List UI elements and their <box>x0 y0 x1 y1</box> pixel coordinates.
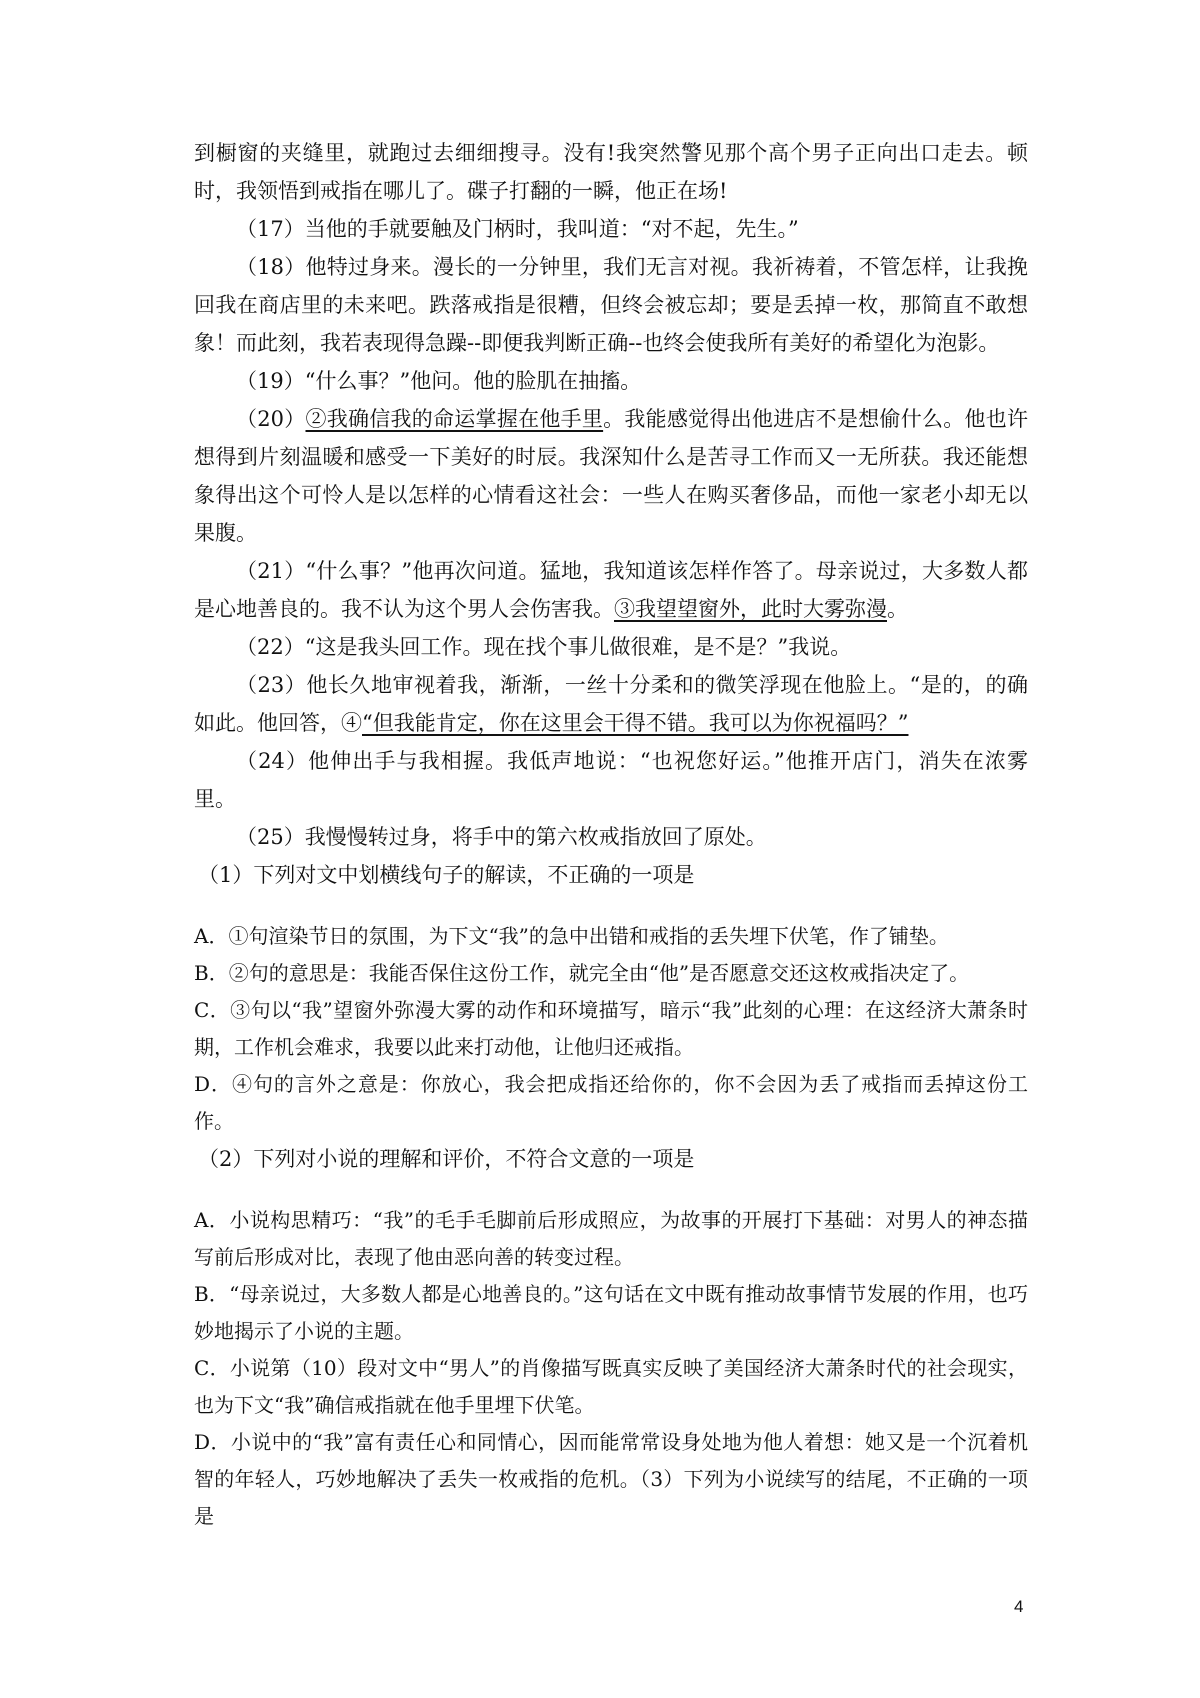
paragraph-23 <box>194 666 1028 742</box>
paragraph-20-body: 。我能感觉得出他进店不是想偷什么。他也许想得到片刻温暖和感受一下美好的时辰。我深知什么是苦寻工作而又一无所获。我还能想象得出这个可怜人是以怎样的心情看这社会：一些人在购买奢侈品，而他一家老小却无以果腹。 <box>194 407 1028 545</box>
question-2-option-c: C．小说第（10）段对文中“男人”的肖像描写既真实反映了美国经济大萧条时代的社会现实，也为下文“我”确信戒指就在他手里埋下伏笔。 <box>194 1356 1028 1417</box>
paragraph-20 <box>194 400 1028 552</box>
question-1-option-a: A．①句渲染节日的氛围，为下文“我”的急中出错和戒指的丢失埋下伏笔，作了铺垫。 <box>194 924 949 948</box>
spacer <box>194 894 1028 918</box>
paragraph-25: （25）我慢慢转过身，将手中的第六枚戒指放回了原处。 <box>236 825 767 849</box>
paragraph-16-continued: 到橱窗的夹缝里，就跑过去细细搜寻。没有!我突然警见那个高个男子正向出口走去。顿时，我领悟到戒指在哪儿了。碟子打翻的一瞬，他正在场! <box>194 141 1028 203</box>
spacer <box>194 1178 1028 1202</box>
paragraph-17: （17）当他的手就要触及门柄时，我叫道：“对不起，先生。” <box>236 217 799 241</box>
page-number: 4 <box>1014 1597 1024 1616</box>
question-1-option-c: C．③句以“我”望窗外弥漫大雾的动作和环境描写，暗示“我”此刻的心理：在这经济大萧条时期，工作机会难求，我要以此来打动他，让他归还戒指。 <box>194 998 1028 1059</box>
paragraph-20-number: （20） <box>236 407 306 431</box>
question-1-option-d: D．④句的言外之意是：你放心，我会把成指还给你的，你不会因为丢了戒指而丢掉这份工作。 <box>194 1072 1028 1133</box>
question-2-stem: （2）下列对小说的理解和评价，不符合文意的一项是 <box>198 1147 695 1171</box>
paragraph-24: （24）他伸出手与我相握。我低声地说：“也祝您好运。”他推开店门，消失在浓雾里。 <box>194 749 1028 811</box>
paragraph-21-end: 。 <box>887 597 908 621</box>
question-2-option-d: D．小说中的“我”富有责任心和同情心，因而能常常设身处地为他人着想：她又是一个沉着机智的年轻人，巧妙地解决了丢失一枚戒指的危机。（3）下列为小说续写的结尾，不正确的一项是 <box>194 1430 1028 1528</box>
question-2-option-b: B．“母亲说过，大多数人都是心地善良的。”这句话在文中既有推动故事情节发展的作用，也巧妙地揭示了小说的主题。 <box>194 1282 1028 1343</box>
paragraph-18: （18）他特过身来。漫长的一分钟里，我们无言对视。我祈祷着，不管怎样，让我挽回我在商店里的未来吧。跌落戒指是很糟，但终会被忘却；要是丢掉一枚，那简直不敢想象！而此刻，我若表现得急躁--即便我判断正确--也终会使我所有美好的希望化为泡影。 <box>194 255 1028 355</box>
underlined-sentence-2: ②我确信我的命运掌握在他手里 <box>305 407 604 431</box>
paragraph-21 <box>194 552 1028 628</box>
passage-text <box>194 134 1028 1535</box>
paragraph-19: （19）“什么事？”他问。他的脸肌在抽搐。 <box>236 369 642 393</box>
paragraph-21-body: （21）“什么事？”他再次问道。猛地，我知道该怎样作答了。母亲说过，大多数人都是心地善良的。我不认为这个男人会伤害我。 <box>194 559 1028 621</box>
question-2-option-a: A．小说构思精巧：“我”的毛手毛脚前后形成照应，为故事的开展打下基础：对男人的神态描写前后形成对比，表现了他由恶向善的转变过程。 <box>194 1208 1028 1269</box>
question-1-stem: （1）下列对文中划横线句子的解读，不正确的一项是 <box>198 863 695 887</box>
paragraph-22: （22）“这是我头回工作。现在找个事儿做很难，是不是？”我说。 <box>236 635 852 659</box>
underlined-sentence-4: “但我能肯定，你在这里会干得不错。我可以为你祝福吗？” <box>362 711 909 735</box>
paragraph-23-body: （23）他长久地审视着我，渐渐，一丝十分柔和的微笑浮现在他脸上。“是的，的确如此。他回答，④ <box>194 673 1028 735</box>
underlined-sentence-3: ③我望望窗外，此时大雾弥漫 <box>614 597 887 621</box>
question-1-option-b: B．②句的意思是：我能否保住这份工作，就完全由“他”是否愿意交还这枚戒指决定了。 <box>194 961 970 985</box>
